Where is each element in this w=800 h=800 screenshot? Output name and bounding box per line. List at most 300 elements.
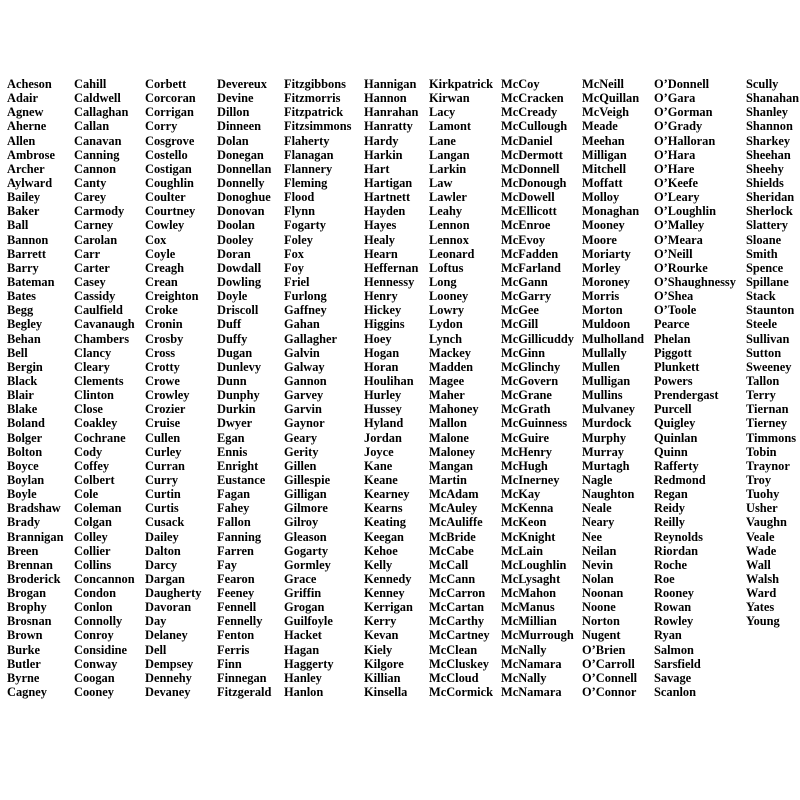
surname: Hearn (364, 246, 398, 261)
surname: Maloney (429, 444, 476, 459)
surname: Maher (429, 388, 465, 403)
surname: Dunlevy (217, 359, 262, 374)
surname: Quinlan (654, 430, 698, 445)
surname: Boylan (7, 472, 45, 487)
surname: Finn (217, 656, 242, 671)
surname: Sherlock (746, 204, 793, 219)
surname: Reynolds (654, 529, 703, 544)
surname: McLysaght (501, 571, 561, 586)
surname: Dinneen (217, 119, 262, 134)
surname: Gallagher (284, 331, 337, 346)
surname: Crowe (145, 373, 180, 388)
surname: Colley (74, 529, 108, 544)
surname: Coogan (74, 670, 115, 685)
surname: Kennedy (364, 571, 412, 586)
surname: Pearce (654, 317, 690, 332)
surname: Hacket (284, 628, 322, 643)
surname: Sheridan (746, 190, 795, 205)
surname: McGill (501, 317, 539, 332)
surname: Grogan (284, 600, 325, 615)
surname: Friel (284, 274, 310, 289)
surname: Tuohy (746, 487, 780, 502)
surname: Cody (74, 444, 103, 459)
surname: Davoran (145, 600, 192, 615)
surname: O’Toole (654, 303, 697, 318)
surname: Mullins (582, 388, 623, 403)
surname: McVeigh (582, 105, 630, 120)
surname: Curran (145, 458, 185, 473)
surname: Griffin (284, 586, 322, 601)
surname: McGuire (501, 430, 549, 445)
surname: McClean (429, 642, 478, 657)
surname: Foy (284, 260, 304, 275)
surname: Staunton (746, 303, 795, 318)
surname: Hardy (364, 133, 399, 148)
surname: Nagle (582, 472, 613, 487)
surname: Gillen (284, 458, 317, 473)
surname: Kevan (364, 628, 399, 643)
surname: Gerity (284, 444, 319, 459)
surname: Conway (74, 656, 118, 671)
surname: Collier (74, 543, 111, 558)
surname: Houlihan (364, 373, 414, 388)
surname: Piggott (654, 345, 692, 360)
surname: O’Brien (582, 642, 626, 657)
surname: Crean (145, 274, 178, 289)
surname: Nevin (582, 557, 613, 572)
surname: Duffy (217, 331, 248, 346)
surname: Sweeney (746, 359, 792, 374)
surname: Gillespie (284, 472, 331, 487)
surname: Agnew (7, 105, 44, 120)
surname: Doran (217, 246, 251, 261)
surname: Moriarty (582, 246, 631, 261)
surname: Carney (74, 218, 114, 233)
surname: Horan (364, 359, 399, 374)
surname: Reidy (654, 501, 685, 516)
surname: McCarthy (429, 614, 485, 629)
surname: Meehan (582, 133, 625, 148)
surname: Norton (582, 614, 620, 629)
surname: Day (145, 614, 167, 629)
surname: McCartney (429, 628, 490, 643)
surname: Morton (582, 303, 623, 318)
surname: Coughlin (145, 175, 194, 190)
surname: Fearon (217, 571, 255, 586)
surname: Murphy (582, 430, 627, 445)
surname: Veale (746, 529, 775, 544)
surname: Mahoney (429, 402, 479, 417)
surname: Boland (7, 416, 45, 431)
surname: Acheson (7, 77, 52, 91)
surname: Heffernan (364, 260, 419, 275)
surname: Fay (217, 557, 237, 572)
surname: McKeon (501, 515, 547, 530)
surname: Larkin (429, 161, 467, 176)
surname: Cooney (74, 685, 114, 700)
surname: Lowry (429, 303, 465, 318)
surname: McAuley (429, 501, 478, 516)
surname: Dennehy (145, 670, 192, 685)
surname: Kehoe (364, 543, 398, 558)
surname: Ennis (217, 444, 248, 459)
surname: Cusack (145, 515, 185, 530)
surname: Black (7, 373, 38, 388)
surname: Hanratty (364, 119, 413, 134)
surname: Gaynor (284, 416, 325, 431)
surname: Farren (217, 543, 254, 558)
surname: Shannon (746, 119, 793, 134)
surname: Gilligan (284, 487, 327, 502)
surname: O’Gorman (654, 105, 713, 120)
surname: Sloane (746, 232, 782, 247)
surname: McDowell (501, 190, 555, 205)
surname: McLain (501, 543, 543, 558)
surname: McGrane (501, 388, 552, 403)
surname: Connolly (74, 614, 123, 629)
surname-column (746, 77, 799, 628)
surname: Yates (746, 600, 775, 615)
surname: Begley (7, 317, 43, 332)
surname: Jordan (364, 430, 402, 445)
surname: Brown (7, 628, 43, 643)
surname: Cahill (74, 77, 107, 91)
surname: Kelly (364, 557, 393, 572)
surname: McNamara (501, 685, 562, 700)
surname: Fallon (217, 515, 251, 530)
surname: Carmody (74, 204, 125, 219)
surname: Ambrose (7, 147, 55, 162)
surname: Callan (74, 119, 110, 134)
surname: Driscoll (217, 303, 259, 318)
surname: Fanning (217, 529, 262, 544)
surname: Brosnan (7, 614, 52, 629)
surname: Conroy (74, 628, 114, 643)
surname-list (0, 77, 800, 717)
surname: Mooney (582, 218, 625, 233)
surname: Mulligan (582, 373, 631, 388)
surname: Sutton (746, 345, 782, 360)
surname: Brophy (7, 600, 47, 615)
surname: Murray (582, 444, 624, 459)
surname: Broderick (7, 571, 61, 586)
surname: McQuillan (582, 91, 640, 106)
surname: Cruise (145, 416, 181, 431)
surname: Curtin (145, 487, 181, 502)
surname: Flood (284, 190, 315, 205)
surname: McAuliffe (429, 515, 483, 530)
surname: Costello (145, 147, 188, 162)
surname: Durkin (217, 402, 256, 417)
surname: Milligan (582, 147, 627, 162)
surname: Gannon (284, 373, 327, 388)
surname: Donnelly (217, 175, 265, 190)
surname: Dolan (217, 133, 249, 148)
surname: Plunkett (654, 359, 700, 374)
surname: Lennox (429, 232, 469, 247)
surname: Young (746, 614, 780, 629)
surname: Gilmore (284, 501, 328, 516)
surname: Keegan (364, 529, 404, 544)
surname: Kearns (364, 501, 403, 516)
surname: McCarron (429, 586, 486, 601)
surname: Noonan (582, 586, 624, 601)
surname: McNeill (582, 77, 624, 91)
surname-column (7, 77, 63, 699)
surname: Tobin (746, 444, 777, 459)
surname: Daugherty (145, 586, 202, 601)
surname: Boyce (7, 458, 39, 473)
surname: Sharkey (746, 133, 791, 148)
surname: Courtney (145, 204, 196, 219)
surname: Galway (284, 359, 325, 374)
surname: Redmond (654, 472, 706, 487)
surname: Riordan (654, 543, 699, 558)
surname: Meade (582, 119, 618, 134)
surname: Morley (582, 260, 621, 275)
surname: Slattery (746, 218, 788, 233)
surname: Walsh (746, 571, 780, 586)
surname: McCormick (429, 685, 493, 700)
surname: Dowdall (217, 260, 262, 275)
surname: Allen (7, 133, 36, 148)
surname: Crowley (145, 388, 190, 403)
surname: Casey (74, 274, 106, 289)
surname: Roche (654, 557, 688, 572)
surname: Fennelly (217, 614, 263, 629)
surname: Fenton (217, 628, 255, 643)
surname: O’Gara (654, 91, 696, 106)
surname: Lamont (429, 119, 471, 134)
surname-column (217, 77, 271, 699)
surname: McGann (501, 274, 548, 289)
surname: McHenry (501, 444, 552, 459)
surname: Enright (217, 458, 259, 473)
surname: Cowley (145, 218, 185, 233)
surname: McMillian (501, 614, 557, 629)
surname: Bradshaw (7, 501, 61, 516)
surname: Garvin (284, 402, 322, 417)
surname: Malone (429, 430, 469, 445)
surname: Regan (654, 487, 688, 502)
surname: Moroney (582, 274, 630, 289)
surname: Sheehy (746, 161, 784, 176)
surname: Lane (429, 133, 456, 148)
surname: Bateman (7, 274, 55, 289)
surname: Fennell (217, 600, 257, 615)
surname: Haggerty (284, 656, 334, 671)
surname: Carey (74, 190, 107, 205)
surname: Kiely (364, 642, 393, 657)
surname: Cleary (74, 359, 110, 374)
surname: Tallon (746, 373, 780, 388)
surname: McKnight (501, 529, 556, 544)
surname: Savage (654, 670, 692, 685)
surname: Gormley (284, 557, 331, 572)
surname: McEnroe (501, 218, 551, 233)
surname: Barrett (7, 246, 46, 261)
surname: Shields (746, 175, 784, 190)
surname: Darcy (145, 557, 178, 572)
surname: Carter (74, 260, 110, 275)
surname: Callaghan (74, 105, 129, 120)
surname: Magee (429, 373, 465, 388)
surname: Collins (74, 557, 112, 572)
surname: Kerrigan (364, 600, 413, 615)
surname: Guilfoyle (284, 614, 333, 629)
surname: Bergin (7, 359, 43, 374)
surname: Kane (364, 458, 393, 473)
surname: McAdam (429, 487, 479, 502)
surname: Bannon (7, 232, 49, 247)
surname: Wall (746, 557, 771, 572)
surname: Curry (145, 472, 179, 487)
surname: O’Hara (654, 147, 696, 162)
surname: O’Malley (654, 218, 705, 233)
surname: Tiernan (746, 402, 789, 417)
surname: McInerney (501, 472, 560, 487)
surname: Concannon (74, 571, 135, 586)
surname: Cox (145, 232, 167, 247)
surname: McLoughlin (501, 557, 567, 572)
surname: Shanahan (746, 91, 800, 106)
surname: Donegan (217, 147, 264, 162)
surname: McEvoy (501, 232, 546, 247)
surname: O’Halloran (654, 133, 716, 148)
surname: O’Connor (582, 685, 637, 700)
surname: Fitzgibbons (284, 77, 346, 91)
surname-column (429, 77, 493, 699)
surname: Coakley (74, 416, 118, 431)
surname: McCartan (429, 600, 485, 615)
surname: Lydon (429, 317, 463, 332)
surname: Curley (145, 444, 182, 459)
surname: Purcell (654, 402, 692, 417)
surname: McCoy (501, 77, 540, 91)
surname: Hanlon (284, 685, 324, 700)
surname: Ward (746, 586, 777, 601)
surname: McCluskey (429, 656, 489, 671)
surname: Canavan (74, 133, 122, 148)
surname: Curtis (145, 501, 179, 516)
surname: Garvey (284, 388, 324, 403)
surname: O’Shea (654, 289, 694, 304)
surname: Kirkpatrick (429, 77, 494, 91)
surname: Mulholland (582, 331, 644, 346)
surname: O’Leary (654, 190, 700, 205)
surname: Carr (74, 246, 101, 261)
surname: Rowley (654, 614, 694, 629)
surname: McCann (429, 571, 476, 586)
surname: Blair (7, 388, 34, 403)
surname: Cannon (74, 161, 117, 176)
surname: Flaherty (284, 133, 330, 148)
surname: Neale (582, 501, 612, 516)
surname: Brogan (7, 586, 47, 601)
surname: Chambers (74, 331, 130, 346)
surname: Monaghan (582, 204, 640, 219)
surname: Wade (746, 543, 777, 558)
surname: Blake (7, 402, 38, 417)
surname: McEllicott (501, 204, 557, 219)
surname: Duff (217, 317, 242, 332)
surname: Baker (7, 204, 40, 219)
surname: Troy (746, 472, 772, 487)
surname: Archer (7, 161, 45, 176)
surname: O’Hare (654, 161, 695, 176)
surname: Fagan (217, 487, 251, 502)
surname: Delaney (145, 628, 188, 643)
surname: McNally (501, 642, 547, 657)
surname: Naughton (582, 487, 635, 502)
surname: Hartnett (364, 190, 411, 205)
surname: McDonough (501, 175, 567, 190)
surname: McGarry (501, 289, 552, 304)
surname: Lacy (429, 105, 456, 120)
surname-column (501, 77, 574, 699)
surname: McGinn (501, 345, 546, 360)
surname: Flynn (284, 204, 315, 219)
surname: Carolan (74, 232, 118, 247)
surname: Hartigan (364, 175, 413, 190)
surname: Corbett (145, 77, 187, 91)
surname: McCloud (429, 670, 479, 685)
surname: Henry (364, 289, 398, 304)
surname: Ball (7, 218, 29, 233)
surname: Hart (364, 161, 390, 176)
surname: Long (429, 274, 457, 289)
surname: Mulvaney (582, 402, 636, 417)
surname: Cagney (7, 685, 47, 700)
surname: Kilgore (364, 656, 404, 671)
surname: Looney (429, 289, 469, 304)
surname: Flannery (284, 161, 333, 176)
surname: Eustance (217, 472, 266, 487)
surname: Egan (217, 430, 245, 445)
surname: Traynor (746, 458, 790, 473)
surname: Galvin (284, 345, 320, 360)
surname: Bailey (7, 190, 41, 205)
surname: Terry (746, 388, 776, 403)
surname: Doolan (217, 218, 255, 233)
surname: Aylward (7, 175, 53, 190)
surname: Lennon (429, 218, 470, 233)
surname: Nee (582, 529, 602, 544)
surname: Costigan (145, 161, 192, 176)
surname: Behan (7, 331, 41, 346)
surname: Cosgrove (145, 133, 195, 148)
surname: Steele (746, 317, 777, 332)
surname: Tierney (746, 416, 788, 431)
surname: McHugh (501, 458, 548, 473)
surname: Moffatt (582, 175, 623, 190)
surname: Quigley (654, 416, 696, 431)
surname: Dunn (217, 373, 247, 388)
surname: Colbert (74, 472, 115, 487)
surname: O’Grady (654, 119, 703, 134)
surname: Clements (74, 373, 124, 388)
surname: Crosby (145, 331, 184, 346)
surname: McDermott (501, 147, 563, 162)
surname: Begg (7, 303, 34, 318)
surname: Fahey (217, 501, 250, 516)
surname: Ferris (217, 642, 250, 657)
surname: McBride (429, 529, 476, 544)
surname: McMahon (501, 586, 557, 601)
surname: Phelan (654, 331, 691, 346)
surname: Cole (74, 487, 99, 502)
surname: McGlinchy (501, 359, 561, 374)
